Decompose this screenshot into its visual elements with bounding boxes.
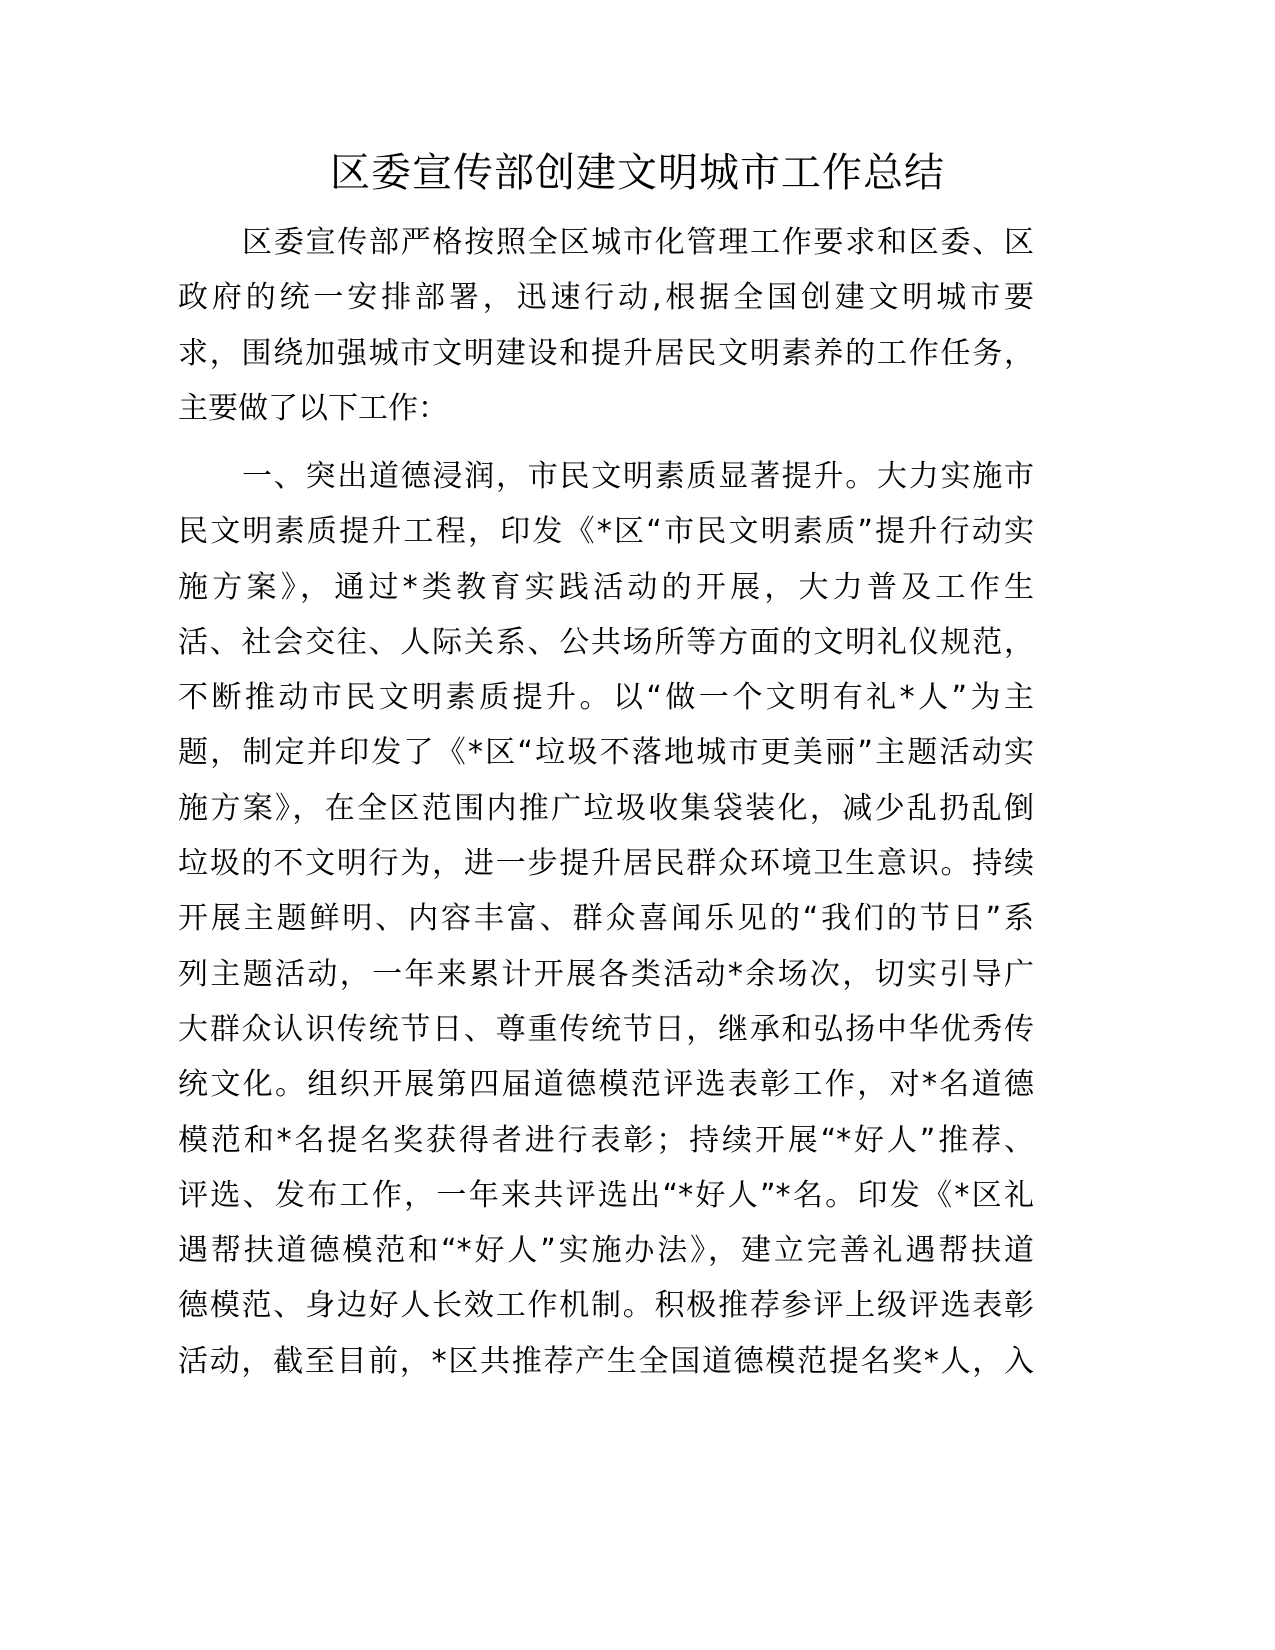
text-line: 不断推动市民文明素质提升。以“做一个文明有礼*人”为主 [178, 680, 1034, 716]
text-line: 统文化。组织开展第四届道德模范评选表彰工作，对*名道德 [178, 1067, 1034, 1103]
text-line: 求，围绕加强城市文明建设和提升居民文明素养的工作任务， [178, 335, 1034, 371]
paragraph-intro [178, 215, 1034, 436]
text-line: 民文明素质提升工程，印发《*区“市民文明素质”提升行动实 [178, 514, 1034, 550]
text-line: 开展主题鲜明、内容丰富、群众喜闻乐见的“我们的节日”系 [178, 901, 1034, 937]
text-line: 政府的统一安排部署，迅速行动,根据全国创建文明城市要 [178, 280, 1034, 316]
text-line: 遇帮扶道德模范和“*好人”实施办法》，建立完善礼遇帮扶道 [178, 1233, 1034, 1269]
text-line: 主要做了以下工作： [178, 390, 448, 426]
text-line: 施方案》，在全区范围内推广垃圾收集袋装化，减少乱扔乱倒 [178, 790, 1034, 826]
text-line: 德模范、身边好人长效工作机制。积极推荐参评上级评选表彰 [178, 1288, 1034, 1324]
text-line: 活动，截至目前，*区共推荐产生全国道德模范提名奖*人，入 [178, 1343, 1034, 1379]
text-line: 垃圾的不文明行为，进一步提升居民群众环境卫生意识。持续 [178, 846, 1034, 882]
text-line: 大群众认识传统节日、尊重传统节日，继承和弘扬中华优秀传 [178, 1011, 1034, 1047]
text-line: 模范和*名提名奖获得者进行表彰；持续开展“*好人”推荐、 [178, 1122, 1034, 1158]
text-line: 一、突出道德浸润，市民文明素质显著提升。大力实施市 [242, 459, 1034, 494]
text-line: 评选、发布工作，一年来共评选出“*好人”*名。印发《*区礼 [178, 1177, 1034, 1213]
text-line: 题，制定并印发了《*区“垃圾不落地城市更美丽”主题活动实 [178, 735, 1034, 771]
paragraph-section-one [178, 449, 1034, 1389]
text-line: 列主题活动，一年来累计开展各类活动*余场次，切实引导广 [178, 956, 1034, 992]
text-line: 活、社会交往、人际关系、公共场所等方面的文明礼仪规范， [178, 624, 1034, 660]
text-line: 施方案》，通过*类教育实践活动的开展，大力普及工作生 [178, 569, 1034, 605]
text-line: 区委宣传部严格按照全区城市化管理工作要求和区委、区 [242, 225, 1034, 260]
document-title: 区委宣传部创建文明城市工作总结 [330, 150, 945, 196]
